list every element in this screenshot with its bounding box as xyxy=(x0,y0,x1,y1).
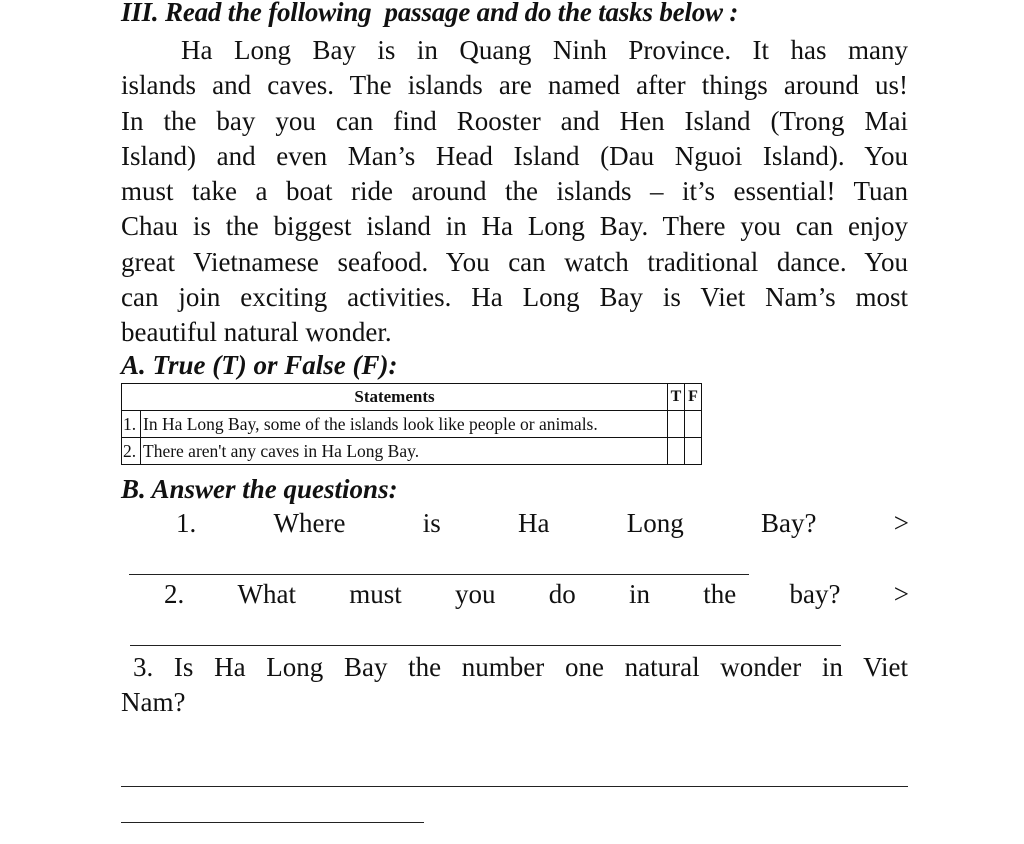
arrow-marker: > xyxy=(893,579,909,609)
table-row xyxy=(122,411,702,438)
passage-line: Chau is the biggest island in Ha Long Bay. There you can enjoy xyxy=(121,211,908,242)
question-word: Bay? xyxy=(760,508,817,538)
section-a-title: A. True (T) or False (F): xyxy=(121,350,398,380)
false-column-header: F xyxy=(685,384,702,411)
question-word: 1. xyxy=(176,508,197,538)
question-word: do xyxy=(548,579,576,609)
question-word: Long xyxy=(626,508,684,538)
question-line: 3. Is Ha Long Bay the number one natural wonder in Viet xyxy=(133,652,908,682)
statements-header: Statements xyxy=(122,384,668,411)
question-2 xyxy=(164,579,909,610)
question-word: you xyxy=(455,579,496,609)
true-column-header: T xyxy=(668,384,685,411)
statement-number: 1. xyxy=(122,411,141,438)
passage-line: Island) and even Man’s Head Island (Dau Nguoi Island). You xyxy=(121,140,908,171)
question-word: Ha xyxy=(517,508,550,538)
question-3 xyxy=(121,650,908,721)
true-answer-cell[interactable] xyxy=(668,438,685,465)
exercise-heading: III. Read the following passage and do the tasks below : xyxy=(121,0,739,27)
question-word: must xyxy=(349,579,402,609)
table-header-row xyxy=(122,384,702,411)
false-answer-cell[interactable] xyxy=(685,411,702,438)
passage-line: beautiful natural wonder. xyxy=(121,317,392,348)
question-word: Where xyxy=(273,508,346,538)
statement-number: 2. xyxy=(122,438,141,465)
passage-line: can join exciting activities. Ha Long Bay is Viet Nam’s most xyxy=(121,282,908,313)
question-word: What xyxy=(237,579,296,609)
statement-text: In Ha Long Bay, some of the islands look like people or animals. xyxy=(141,411,668,438)
passage-line: must take a boat ride around the islands – it’s essential! Tuan xyxy=(121,176,908,207)
answer-line-2[interactable] xyxy=(130,645,841,646)
arrow-marker: > xyxy=(893,508,909,538)
passage-line: Ha Long Bay is in Quang Ninh Province. It has many xyxy=(181,35,908,65)
statement-text: There aren't any caves in Ha Long Bay. xyxy=(141,438,668,465)
question-line: Nam? xyxy=(121,687,186,718)
answer-line-3a[interactable] xyxy=(121,786,908,787)
answer-line-3b[interactable] xyxy=(121,822,424,823)
question-word: bay? xyxy=(789,579,841,609)
question-word: 2. xyxy=(164,579,185,609)
section-b-title: B. Answer the questions: xyxy=(121,474,398,504)
question-1 xyxy=(176,508,909,539)
reading-passage xyxy=(121,33,908,351)
passage-line: islands and caves. The islands are named after things around us! xyxy=(121,70,908,101)
passage-line: In the bay you can find Rooster and Hen Island (Trong Mai xyxy=(121,105,908,136)
true-answer-cell[interactable] xyxy=(668,411,685,438)
false-answer-cell[interactable] xyxy=(685,438,702,465)
true-false-table xyxy=(121,383,702,465)
question-word: in xyxy=(629,579,651,609)
passage-line: great Vietnamese seafood. You can watch traditional dance. You xyxy=(121,246,908,277)
table-row xyxy=(122,438,702,465)
question-word: is xyxy=(422,508,441,538)
answer-line-1[interactable] xyxy=(129,574,749,575)
question-word: the xyxy=(703,579,737,609)
